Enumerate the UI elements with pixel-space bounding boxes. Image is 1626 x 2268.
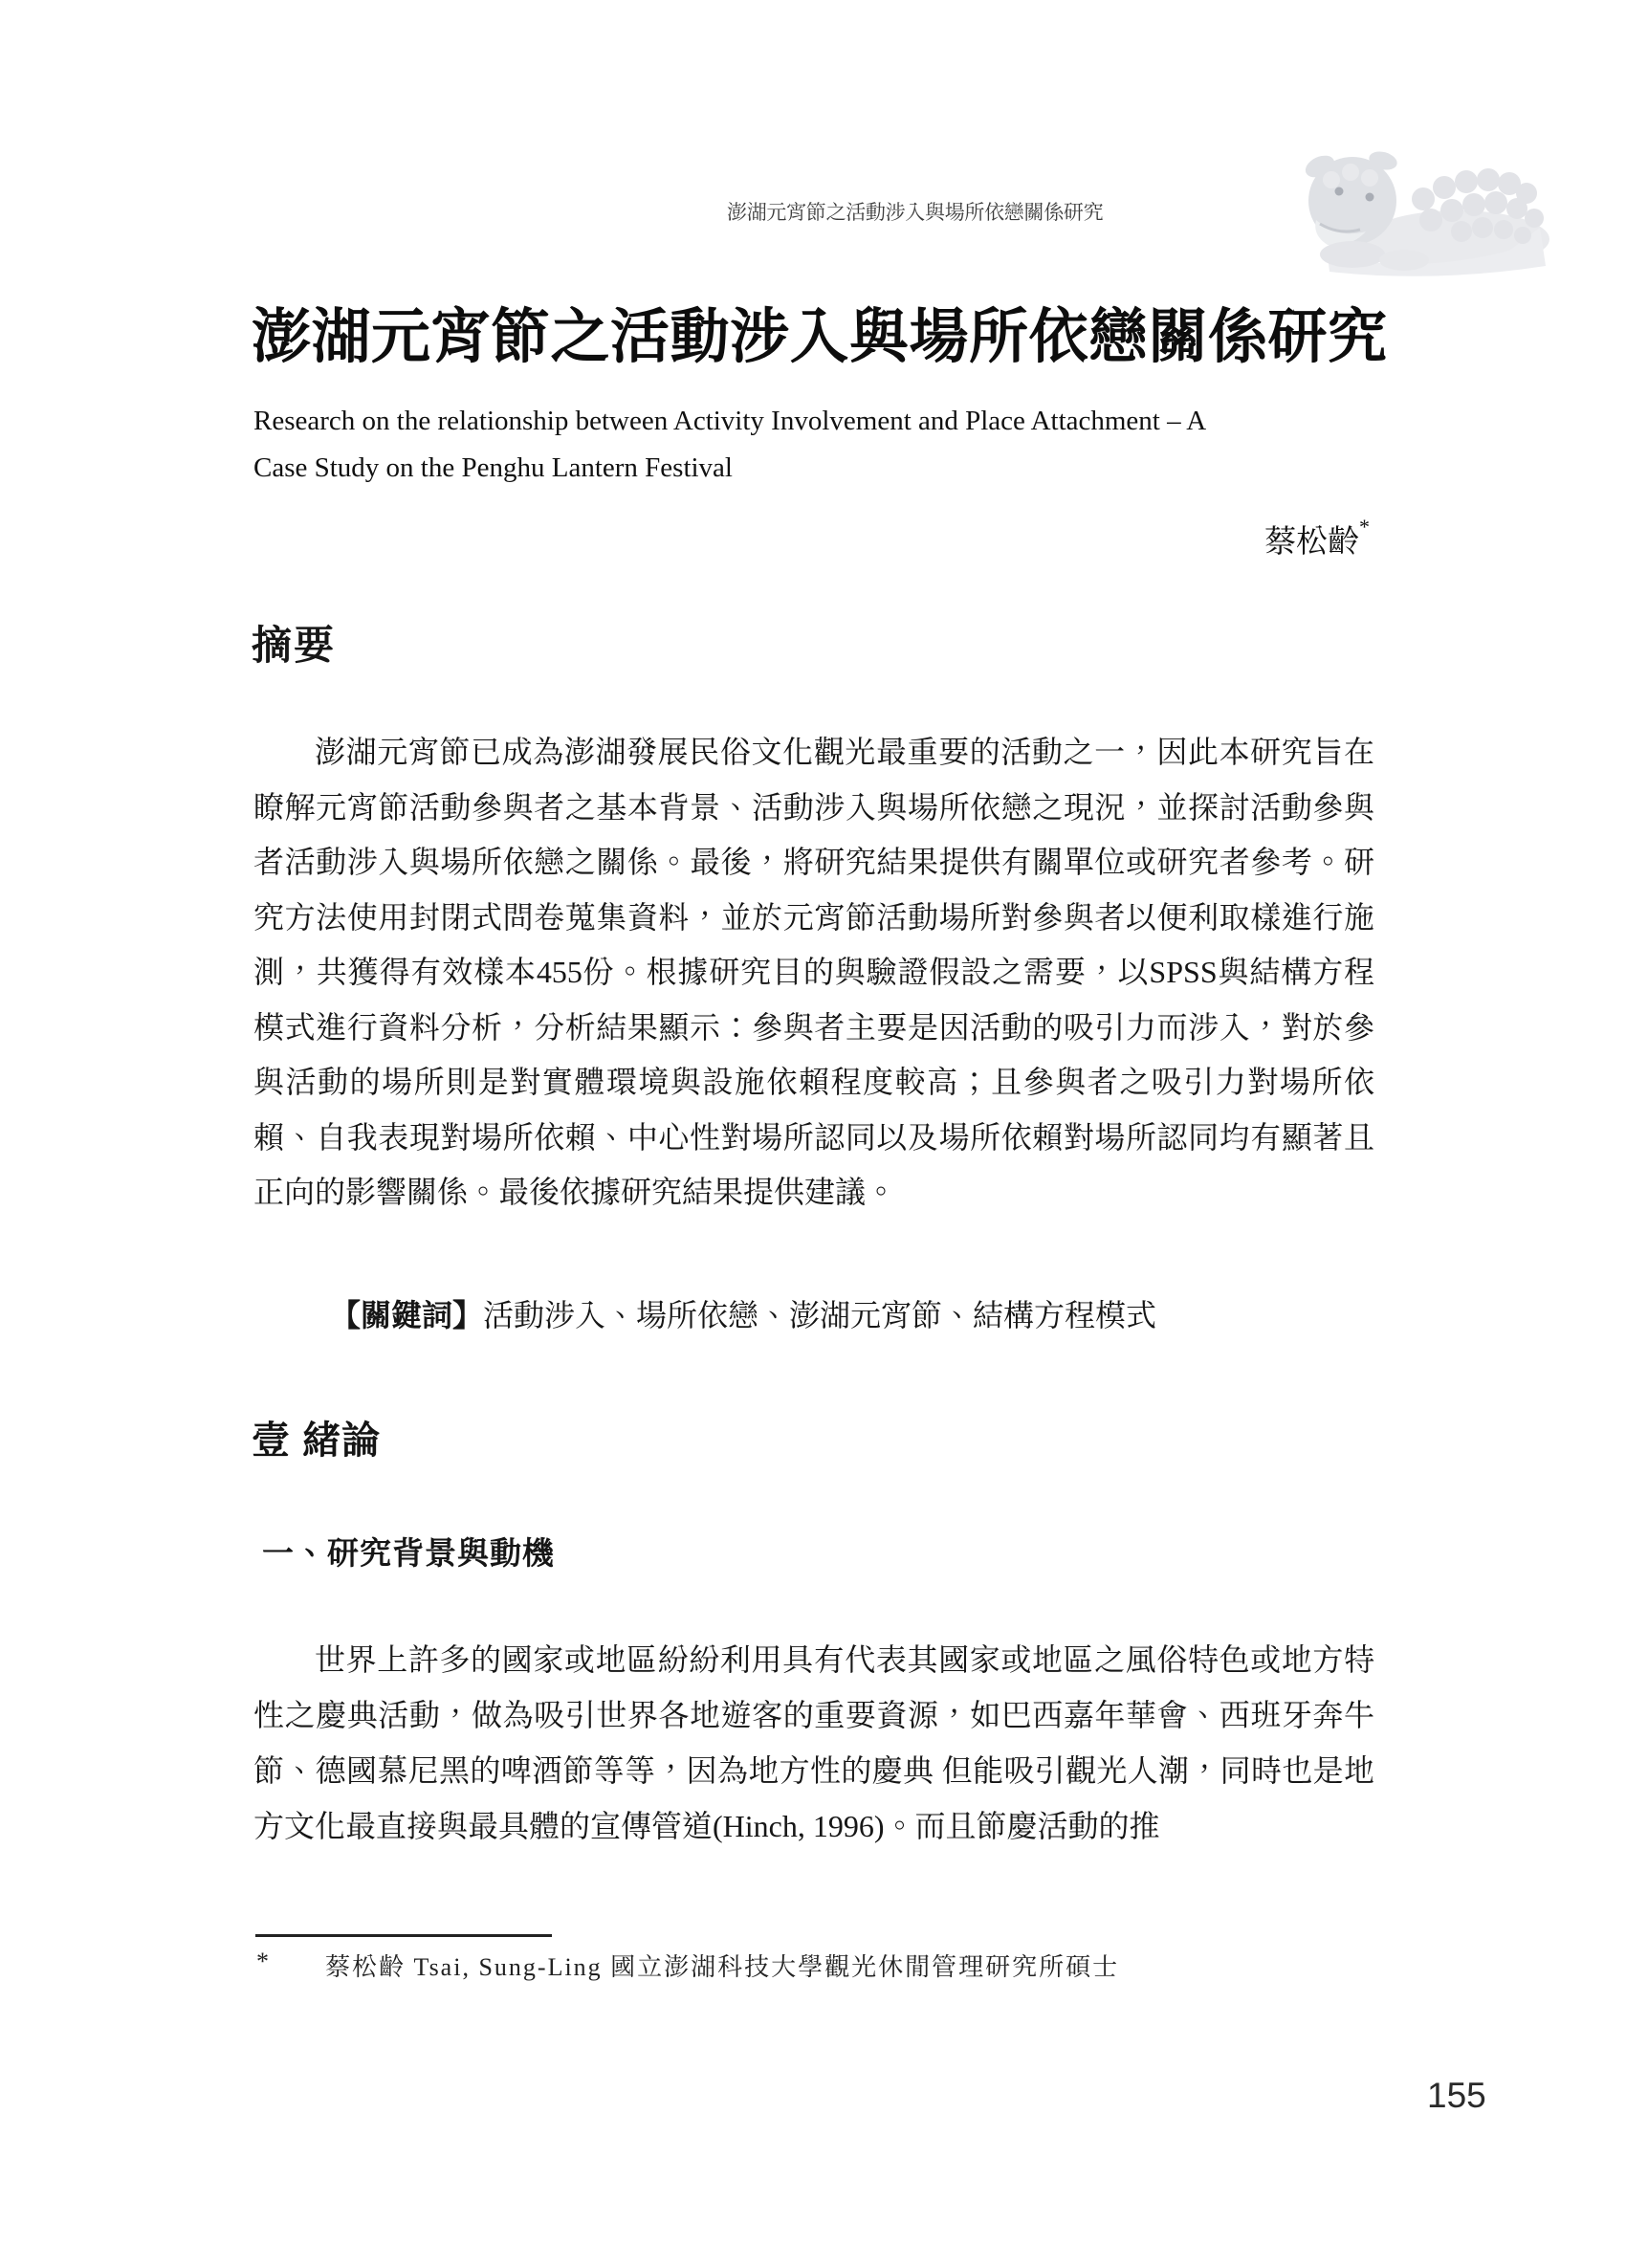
keywords-label: 【關鍵詞】 — [330, 1298, 484, 1332]
paper-title-en-line2: Case Study on the Penghu Lantern Festival — [253, 452, 733, 483]
footnote-text: 蔡松齡 Tsai, Sung-Ling 國立澎湖科技大學觀光休閒管理研究所碩士 — [325, 1953, 1120, 1981]
abstract-text: 澎湖元宵節已成為澎湖發展民俗文化觀光最重要的活動之一，因此本研究旨在瞭解元宵節活動參與者之基本背景、活動涉入與場所依戀之現況，並探討活動參與者活動涉入與場所依戀之關係。最後，將研究結果提供有關單位或研究者參考。研究方法使用封閉式問卷蒐集資料，並於元宵節活動場所對參與者以便利取樣進行施測，共獲得有效樣本455份。根據研究目的與驗證假設之需要，以SPSS與結構方程模式進行資料分析，分析結果顯示：參與者主要是因活動的吸引力而涉入，對於參與活動的場所則是對實體環境與設施依賴程度較高；且參與者之吸引力對場所依賴、自我表現對場所依賴、中心性對場所認同以及場所依賴對場所認同均有顯著且正向的影響關係。最後依據研究結果提供建議。 — [253, 735, 1374, 1209]
abstract-heading: 摘要 — [252, 623, 337, 668]
author-line — [1264, 517, 1370, 561]
footnote — [256, 1948, 1213, 1983]
keywords-line — [330, 1291, 1382, 1335]
keywords-text: 活動涉入、場所依戀、澎湖元宵節、結構方程模式 — [483, 1298, 1157, 1332]
footnote-mark: * — [256, 1948, 269, 1975]
stone-lion-icon — [1270, 132, 1553, 281]
author-footnote-mark: * — [1359, 515, 1370, 539]
paper-title-zh: 澎湖元宵節之活動涉入與場所依戀關係研究 — [252, 305, 1388, 370]
stone-lion-image — [1270, 132, 1553, 281]
paper-title-en-line1: Research on the relationship between Activity Involvement and Place Attachment – A — [253, 406, 1207, 436]
running-header-title: 澎湖元宵節之活動涉入與場所依戀關係研究 — [727, 201, 1104, 224]
section-1-heading: 壹 緒論 — [252, 1420, 382, 1462]
footnote-divider — [255, 1934, 552, 1937]
page-number: 155 — [1427, 2076, 1486, 2115]
subsection-1-1-heading: 一、研究背景與動機 — [262, 1537, 555, 1572]
author-name: 蔡松齡 — [1264, 525, 1359, 560]
paper-title-en — [253, 398, 1387, 492]
section-1-paragraph: 世界上許多的國家或地區紛紛利用具有代表其國家或地區之風俗特色或地方特性之慶典活動，做為吸引世界各地遊客的重要資源，如巴西嘉年華會、西班牙奔牛節、德國慕尼黑的啤酒節等等，因為地方性的慶典 但能吸引觀光人潮，同時也是地方文化最直接與最具體的宣傳管道(Hinch, 1996)。而且節慶活動的推 — [253, 1642, 1374, 1843]
